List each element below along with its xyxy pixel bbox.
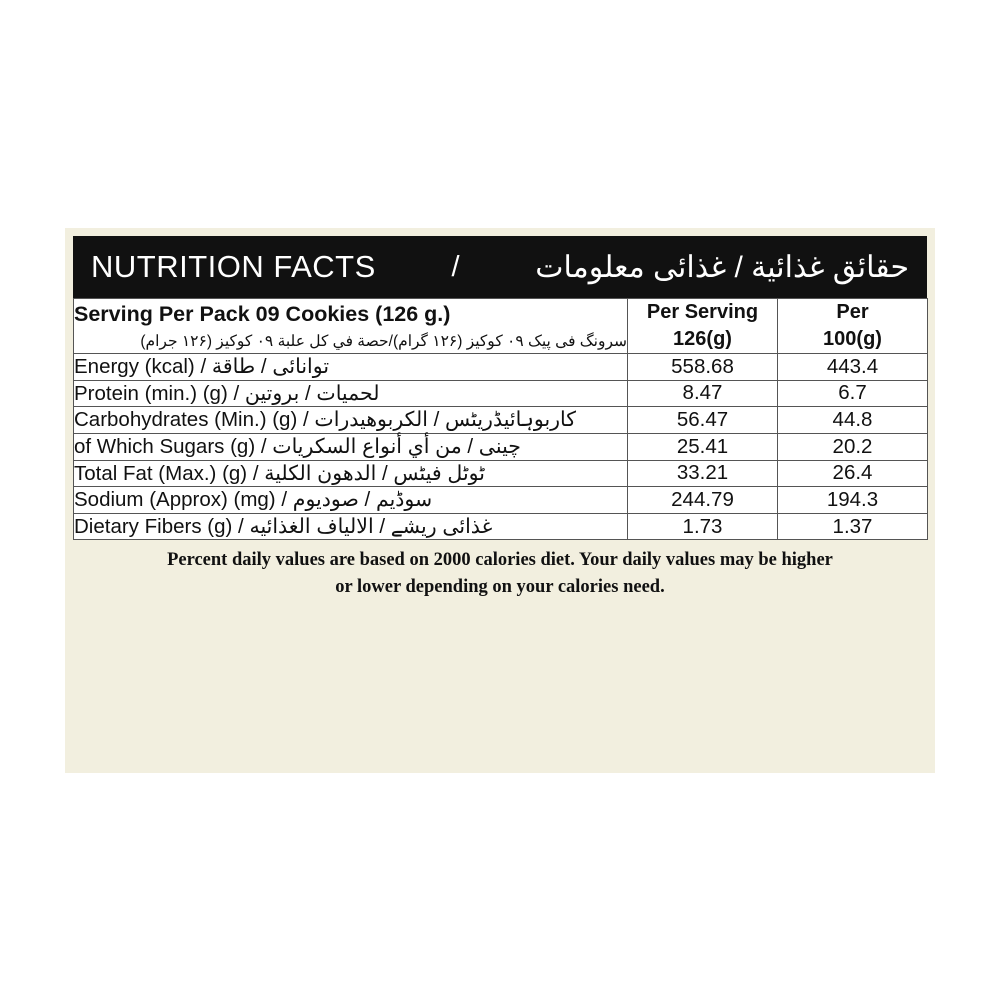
per-100-line1: Per bbox=[836, 301, 869, 323]
table-row bbox=[74, 433, 928, 460]
nutrient-label-sep: / bbox=[200, 355, 207, 378]
value-per-100: 194.3 bbox=[778, 487, 928, 514]
nutrient-label-en: Total Fat (Max.) (g) bbox=[74, 461, 248, 485]
nutrient-label-ar: چینی / من أي أنواع السكريات bbox=[272, 434, 521, 458]
footnote-line-2: or lower depending on your calories need. bbox=[335, 577, 665, 598]
value-per-100: 20.2 bbox=[778, 433, 928, 460]
header-separator: / bbox=[451, 250, 460, 283]
nutrient-label-sep: / bbox=[260, 434, 267, 458]
value-per-serving: 56.47 bbox=[628, 407, 778, 434]
nutrient-label-ar: کاربوہائیڈریٹس / الكربوهيدرات bbox=[314, 408, 577, 432]
per-serving-line2: 126(g) bbox=[673, 328, 732, 350]
serving-per-pack-label-arabic: سرونگ فی پیک ۰۹ کوکیز (۱۲۶ گرام)/حصة في كل علبة ۰۹ كوكيز (۱۲۶ جرام) bbox=[140, 332, 627, 350]
per-serving-line1: Per Serving bbox=[646, 301, 759, 323]
nutrient-name-energy bbox=[74, 354, 628, 381]
nutrient-name-total-fat bbox=[74, 460, 628, 487]
table-row bbox=[74, 354, 928, 381]
table-row bbox=[74, 380, 928, 407]
table-row bbox=[74, 487, 928, 514]
nutrient-name-dietary-fibers bbox=[74, 513, 628, 540]
nutrition-table-wrapper bbox=[73, 298, 927, 540]
header-title-english: NUTRITION FACTS bbox=[91, 249, 376, 284]
nutrient-name-sodium bbox=[74, 487, 628, 514]
nutrient-label-ar: ٹوٹل فیٹس / الدهون الكلية bbox=[264, 461, 485, 485]
nutrient-label-sep: / bbox=[252, 461, 259, 485]
nutrient-label-ar: لحمیات / بروتين bbox=[244, 381, 380, 405]
footnote-line-1: Percent daily values are based on 2000 calories diet. Your daily values may be higher bbox=[167, 550, 833, 571]
value-per-serving: 33.21 bbox=[628, 460, 778, 487]
value-per-100: 443.4 bbox=[778, 354, 928, 381]
serving-cell bbox=[74, 299, 628, 354]
nutrient-name-protein bbox=[74, 380, 628, 407]
value-per-100: 26.4 bbox=[778, 460, 928, 487]
serving-per-pack-label: Serving Per Pack 09 Cookies (126 g.) bbox=[74, 301, 451, 326]
table-row bbox=[74, 513, 928, 540]
nutrient-label-en: Energy (kcal) bbox=[74, 355, 195, 378]
nutrient-label-sep: / bbox=[238, 514, 244, 538]
table-row bbox=[74, 460, 928, 487]
nutrient-label-ar: توانائی / طاقة bbox=[211, 355, 330, 378]
nutrient-name-carbohydrates bbox=[74, 407, 628, 434]
nutrient-label-sep: / bbox=[233, 381, 240, 405]
nutrition-facts-panel bbox=[65, 228, 935, 773]
column-header-per-serving bbox=[628, 299, 778, 354]
nutrient-label-en: Carbohydrates (Min.) (g) bbox=[74, 408, 298, 432]
nutrient-label-ar: غذائی ریشے / الالياف الغذائيه bbox=[249, 514, 493, 538]
value-per-100: 1.37 bbox=[778, 513, 928, 540]
nutrient-name-sugars bbox=[74, 433, 628, 460]
header-title-arabic: حقائق غذائية / غذائی معلومات bbox=[535, 250, 909, 284]
table-row bbox=[74, 407, 928, 434]
value-per-serving: 244.79 bbox=[628, 487, 778, 514]
value-per-serving: 8.47 bbox=[628, 380, 778, 407]
value-per-100: 6.7 bbox=[778, 380, 928, 407]
table-header-row bbox=[74, 299, 928, 354]
value-per-serving: 558.68 bbox=[628, 354, 778, 381]
nutrient-label-ar: سوڈیم / صوديوم bbox=[292, 488, 433, 512]
nutrient-label-en: Sodium (Approx) (mg) bbox=[74, 488, 276, 512]
value-per-serving: 25.41 bbox=[628, 433, 778, 460]
nutrition-facts-header bbox=[73, 236, 927, 298]
per-100-line2: 100(g) bbox=[823, 328, 882, 350]
nutrient-label-sep: / bbox=[303, 408, 309, 432]
value-per-serving: 1.73 bbox=[628, 513, 778, 540]
column-header-per-100 bbox=[778, 299, 928, 354]
daily-values-footnote bbox=[83, 547, 917, 601]
nutrient-label-en: Protein (min.) (g) bbox=[74, 381, 228, 405]
nutrition-table bbox=[73, 298, 928, 540]
nutrient-label-en: of Which Sugars (g) bbox=[74, 434, 256, 458]
nutrient-label-sep: / bbox=[281, 488, 288, 512]
value-per-100: 44.8 bbox=[778, 407, 928, 434]
nutrient-label-en: Dietary Fibers (g) bbox=[74, 514, 233, 538]
